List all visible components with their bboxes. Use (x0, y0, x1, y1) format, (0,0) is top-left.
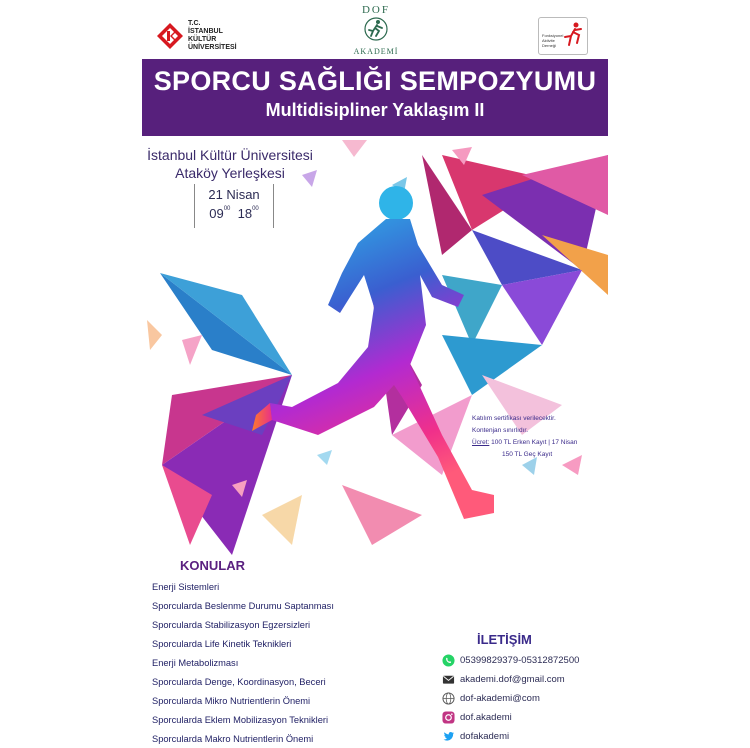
instagram-icon (442, 711, 455, 724)
venue-line-1: İstanbul Kültür Üniversitesi (147, 147, 313, 163)
start-hour: 09 (209, 206, 224, 221)
logo-line-1: T.C. (188, 20, 201, 27)
logo-line-3: KÜLTÜR (188, 36, 217, 43)
topic-item: Enerji Sistemleri (152, 582, 220, 592)
logo-line-4: ÜNİVERSİTESİ (188, 44, 237, 51)
mail-icon (442, 673, 455, 686)
dof-akademi-logo (342, 4, 410, 56)
association-logo (538, 17, 588, 55)
globe-icon (442, 692, 455, 705)
fee-early: 100 TL Erken Kayıt | 17 Nisan (491, 439, 578, 446)
start-minute: 00 (223, 206, 231, 212)
venue-location (142, 146, 318, 182)
whatsapp-icon (442, 654, 455, 667)
poster (142, 0, 608, 748)
association-logo-text: Fonksiyonel Aktivite Derneği (542, 33, 564, 48)
website[interactable]: dof-akademi@com (460, 693, 540, 704)
event-date: 21 Nisan (208, 187, 260, 202)
university-logo (156, 20, 237, 52)
fee-line (472, 437, 608, 449)
date-time-box (194, 184, 274, 228)
contact-list (442, 651, 579, 746)
event-subtitle: Multidisipliner Yaklaşım II (265, 100, 485, 120)
event-title: SPORCU SAĞLIĞI SEMPOZYUMU (153, 66, 597, 96)
contact-title: İLETİŞİM (477, 632, 532, 647)
association-runner-icon (561, 21, 585, 49)
topic-item: Sporcularda Beslenme Durumu Saptanması (152, 601, 334, 611)
fee-late: 150 TL Geç Kayıt (502, 451, 553, 458)
event-time (195, 206, 273, 221)
contact-whatsapp (442, 651, 579, 670)
end-hour: 18 (237, 206, 253, 221)
contact-twitter (442, 727, 579, 746)
twitter-handle[interactable]: dofakademi (460, 731, 510, 742)
twitter-icon (442, 730, 455, 743)
topics-list (152, 578, 334, 748)
topic-item: Sporcularda Mikro Nutrientlerin Önemi (152, 696, 311, 706)
venue-line-2: Ataköy Yerleşkesi (175, 165, 285, 181)
end-minute: 00 (252, 206, 259, 212)
topic-item: Sporcularda Life Kinetik Teknikleri (152, 639, 292, 649)
university-logo-mark (156, 22, 184, 50)
topics-title: KONULAR (180, 558, 245, 573)
contact-web (442, 689, 579, 708)
dof-logo-top: DOF (361, 4, 390, 16)
logo-line-2: İSTANBUL (188, 28, 223, 35)
certificate-note: Katılım sertifikası verilecektir. (472, 415, 556, 422)
topic-item: Sporcularda Stabilizasyon Egzersizleri (152, 620, 311, 630)
instagram-handle[interactable]: dof.akademi (460, 712, 512, 723)
topic-item: Sporcularda Eklem Mobilizasyon Teknikleri (152, 715, 329, 725)
fee-label: Ücret: (472, 439, 490, 446)
phone-numbers: 05399829379-05312872500 (460, 655, 580, 666)
university-logo-text (188, 20, 237, 52)
registration-info (472, 413, 608, 461)
topic-item: Enerji Metabolizması (152, 658, 239, 668)
dof-logo-bottom: AKADEMİ (353, 47, 399, 56)
email-address[interactable]: akademi.dof@gmail.com (460, 674, 565, 685)
runner-emblem-icon (362, 16, 390, 42)
quota-note: Kontenjan sınırlıdır. (472, 427, 529, 434)
title-banner (142, 59, 608, 136)
contact-instagram (442, 708, 579, 727)
contact-email (442, 670, 579, 689)
topic-item: Sporcularda Makro Nutrientlerin Önemi (152, 734, 314, 744)
topic-item: Sporcularda Denge, Koordinasyon, Beceri (152, 677, 326, 687)
